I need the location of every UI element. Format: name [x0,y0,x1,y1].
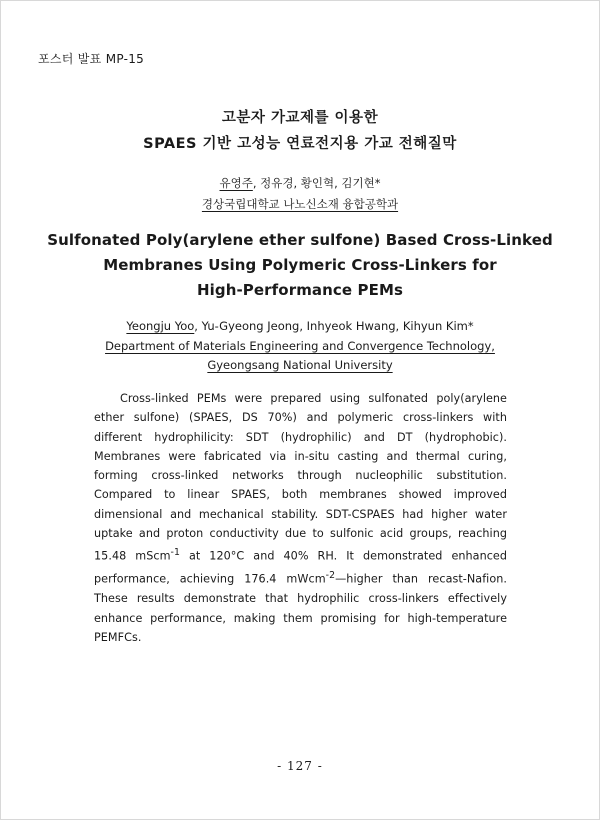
english-affiliation-line-2 [0,358,600,372]
abstract-paragraph [94,389,507,647]
english-presenting-author: Yeongju Yoo [126,319,195,333]
english-title-line-2: Membranes Using Polymeric Cross-Linkers for [103,256,497,274]
korean-title-line-1: 고분자 가교제를 이용한 [221,110,379,126]
english-affiliation-department: Department of Materials Engineering and Convergence Technology, [105,339,495,353]
english-title-line-3: High-Performance PEMs [196,281,404,299]
english-affiliation-line-1 [0,339,600,353]
english-authors [0,319,600,333]
abstract-text-part-1: Cross-linked PEMs were prepared using sulfonated poly(arylene ether sulfone) (SPAES, DS 70%) and polymeric cross-linkers with different hydrophilicity: SDT (hydrophilic) and DT (hydrophobic). Membranes were fabricated via in-situ casting and thermal curing, forming cross-linked networks through nucleophilic substitution. Compared to linear SPAES, both membranes showed improved dimensional and mechanical stability. SDT-CSPAES had higher water uptake and proton conductivity due to sulfonic acid groups, reaching 15.48 mScm [94,392,507,564]
english-title-line-1: Sulfonated Poly(arylene ether sulfone) Based Cross-Linked [47,231,553,249]
korean-authors [0,175,600,191]
korean-affiliation [0,196,600,212]
english-affiliation-university: Gyeongsang National University [207,358,393,372]
abstract-unit-superscript-2: -2 [325,570,336,582]
abstract-unit-superscript-1: -1 [170,547,180,559]
page-number: - 127 - [277,759,323,773]
session-label: 포스터 발표 MP-15 [38,52,145,66]
abstract-text-part-3: —higher than recast-Nafion. These results demonstrate that hydrophilic cross-linkers effectively enhance performance, making them promising for high-temperature PEMFCs. [94,573,507,645]
abstract-text-part-2: at 120°C and 40% RH. It demonstrated enhanced performance, achieving 176.4 mWcm [94,550,507,587]
korean-affiliation-text: 경상국립대학교 나노신소재 융합공학과 [201,197,399,211]
english-coauthors: , Yu-Gyeong Jeong, Inhyeok Hwang, Kihyun Kim* [194,319,474,333]
abstract [94,389,507,647]
korean-title-line-2: SPAES 기반 고성능 연료전지용 가교 전해질막 [143,136,457,152]
korean-coauthors: , 정유경, 황인혁, 김기현* [252,176,381,190]
korean-presenting-author: 유영주 [219,176,253,190]
